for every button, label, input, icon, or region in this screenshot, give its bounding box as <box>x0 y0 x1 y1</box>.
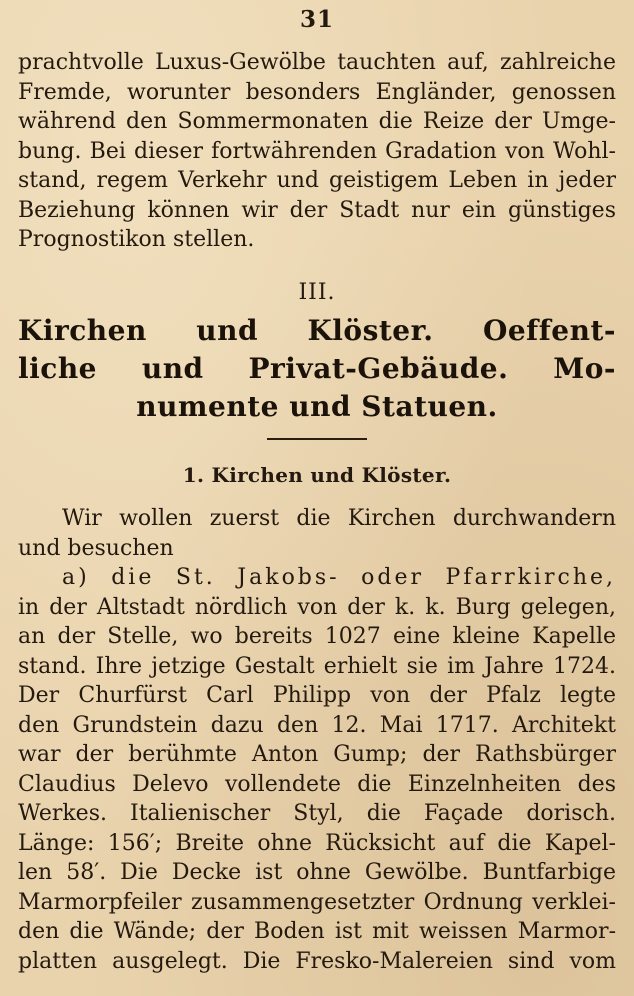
text-line: Werkes. Italienischer Styl, die Façade dorisch. <box>18 801 616 826</box>
main-paragraph <box>18 504 616 976</box>
text-line: war der berühmte Anton Gump; der Rathsbürger <box>18 742 616 767</box>
text-line: Prognostikon stellen. <box>18 227 255 252</box>
text-line: den die Wände; der Boden ist mit weissen Marmor- <box>18 919 616 944</box>
text-line: len 58′. Die Decke ist ohne Gewölbe. Buntfarbige <box>18 860 616 885</box>
intro-paragraph <box>18 48 616 255</box>
text-line: Wir wollen zuerst die Kirchen durchwandern <box>62 506 616 531</box>
text-line: und besuchen <box>18 535 174 561</box>
page-number: 31 <box>299 6 334 33</box>
text-line: in der Altstadt nördlich von der k. k. Burg gelegen, <box>18 594 616 620</box>
section-number: III. <box>298 280 336 305</box>
heading-line: liche und Privat-Gebäude. Mo- <box>18 352 616 385</box>
heading-line: Kirchen und Klöster. Oeffent- <box>18 314 616 347</box>
text-line: Claudius Delevo vollendete die Einzelnheiten des <box>18 771 616 797</box>
divider-rule <box>267 438 367 440</box>
text-line: a) die St. Jakobs- oder Pfarrkirche, <box>62 565 616 590</box>
text-line: Fremde, worunter besonders Engländer, genossen <box>18 79 616 105</box>
text-line: prachtvolle Luxus-Gewölbe tauchten auf, zahlreiche <box>18 50 616 75</box>
text-line: platten ausgelegt. Die Fresko-Malereien sind vom <box>18 948 616 974</box>
heading-line: numente und Statuen. <box>136 390 498 423</box>
text-line: bung. Bei dieser fortwährenden Gradation von Wohl- <box>18 138 616 164</box>
text-line: stand, regem Verkehr und geistigem Leben in jeder <box>18 168 616 193</box>
text-line: an der Stelle, wo bereits 1027 eine kleine Kapelle <box>18 624 616 649</box>
subsection-title: 1. Kirchen und Klöster. <box>182 463 452 487</box>
text-line: stand. Ihre jetzige Gestalt erhielt sie im Jahre 1724. <box>18 653 616 679</box>
text-line: den Grundstein dazu den 12. Mai 1717. Architekt <box>18 712 616 738</box>
text-line: Der Churfürst Carl Philipp von der Pfalz legte <box>18 683 616 708</box>
text-line: Marmorpfeiler zusammengesetzter Ordnung verklei- <box>18 889 616 915</box>
text-line: während den Sommermonaten die Reize der Umge- <box>18 109 616 134</box>
section-heading <box>18 312 616 426</box>
text-line: Beziehung können wir der Stadt nur ein günstiges <box>18 197 616 223</box>
text-line: Länge: 156′; Breite ohne Rücksicht auf die Kapel- <box>18 830 616 856</box>
